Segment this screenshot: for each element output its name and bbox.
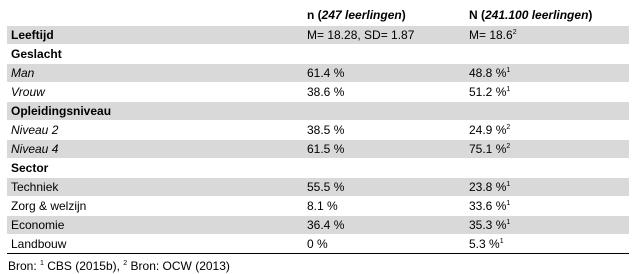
table-row-niveau-2 xyxy=(7,121,629,140)
table-row-sector-heading xyxy=(7,159,629,178)
row-population-value: 5.3 %$^1$ xyxy=(465,235,629,254)
source-note: Bron: $^1$ CBS (2015b), $^2$ Bron: OCW (2013) xyxy=(8,259,230,273)
row-sample-value: 38.5 % xyxy=(303,121,465,140)
row-population-value: 23.8 %$^1$ xyxy=(465,178,629,197)
row-population-value: 35.3 %$^1$ xyxy=(465,216,629,235)
row-population-value: $M= 18.6^2$ xyxy=(465,26,629,45)
row-label: Geslacht xyxy=(7,45,303,64)
row-label: Economie xyxy=(7,216,303,235)
row-sample-value: 55.5 % xyxy=(303,178,465,197)
row-sample-value xyxy=(303,45,465,64)
table-row-leeftijd xyxy=(7,26,629,45)
row-sample-value xyxy=(303,102,465,121)
table-row-geslacht-heading xyxy=(7,45,629,64)
table-row-niveau-4 xyxy=(7,140,629,159)
row-sample-value xyxy=(303,159,465,178)
row-label: Landbouw xyxy=(7,235,303,254)
table-row-techniek xyxy=(7,178,629,197)
row-population-value: 48.8 %$^1$ xyxy=(465,64,629,83)
row-population-value: 51.2 %$^1$ xyxy=(465,83,629,102)
row-label: Leeftijd xyxy=(7,26,303,45)
header-empty-cell xyxy=(7,6,303,26)
row-sample-value: 61.5 % xyxy=(303,140,465,159)
row-sample-value: 0 % xyxy=(303,235,465,254)
row-label: Sector xyxy=(7,159,303,178)
row-population-value xyxy=(465,102,629,121)
table-row-opleidingsniveau-heading xyxy=(7,102,629,121)
row-population-value: 24.9 %$^2$ xyxy=(465,121,629,140)
row-population-value xyxy=(465,45,629,64)
table-row-landbouw xyxy=(7,235,629,254)
row-population-value: 75.1 %$^2$ xyxy=(465,140,629,159)
demographics-table-container xyxy=(7,6,629,274)
row-sample-value: M= 18.28, SD= 1.87 xyxy=(303,26,465,45)
row-label: Zorg & welzijn xyxy=(7,197,303,216)
row-sample-value: 61.4 % xyxy=(303,64,465,83)
row-label: Niveau 2 xyxy=(7,121,303,140)
table-row-economie xyxy=(7,216,629,235)
header-population-column: N (241.100 leerlingen) xyxy=(465,6,629,26)
row-label: Opleidingsniveau xyxy=(7,102,303,121)
row-sample-value: 38.6 % xyxy=(303,83,465,102)
row-sample-value: 36.4 % xyxy=(303,216,465,235)
row-label: Vrouw xyxy=(7,83,303,102)
row-label: Niveau 4 xyxy=(7,140,303,159)
demographics-table xyxy=(7,6,629,254)
row-label: Man xyxy=(7,64,303,83)
table-header-row xyxy=(7,6,629,26)
row-sample-value: 8.1 % xyxy=(303,197,465,216)
table-row-man xyxy=(7,64,629,83)
row-population-value xyxy=(465,159,629,178)
table-row-vrouw xyxy=(7,83,629,102)
row-label: Techniek xyxy=(7,178,303,197)
header-sample-column: n (247 leerlingen) xyxy=(303,6,465,26)
table-row-zorg-welzijn xyxy=(7,197,629,216)
row-population-value: 33.6 %$^1$ xyxy=(465,197,629,216)
